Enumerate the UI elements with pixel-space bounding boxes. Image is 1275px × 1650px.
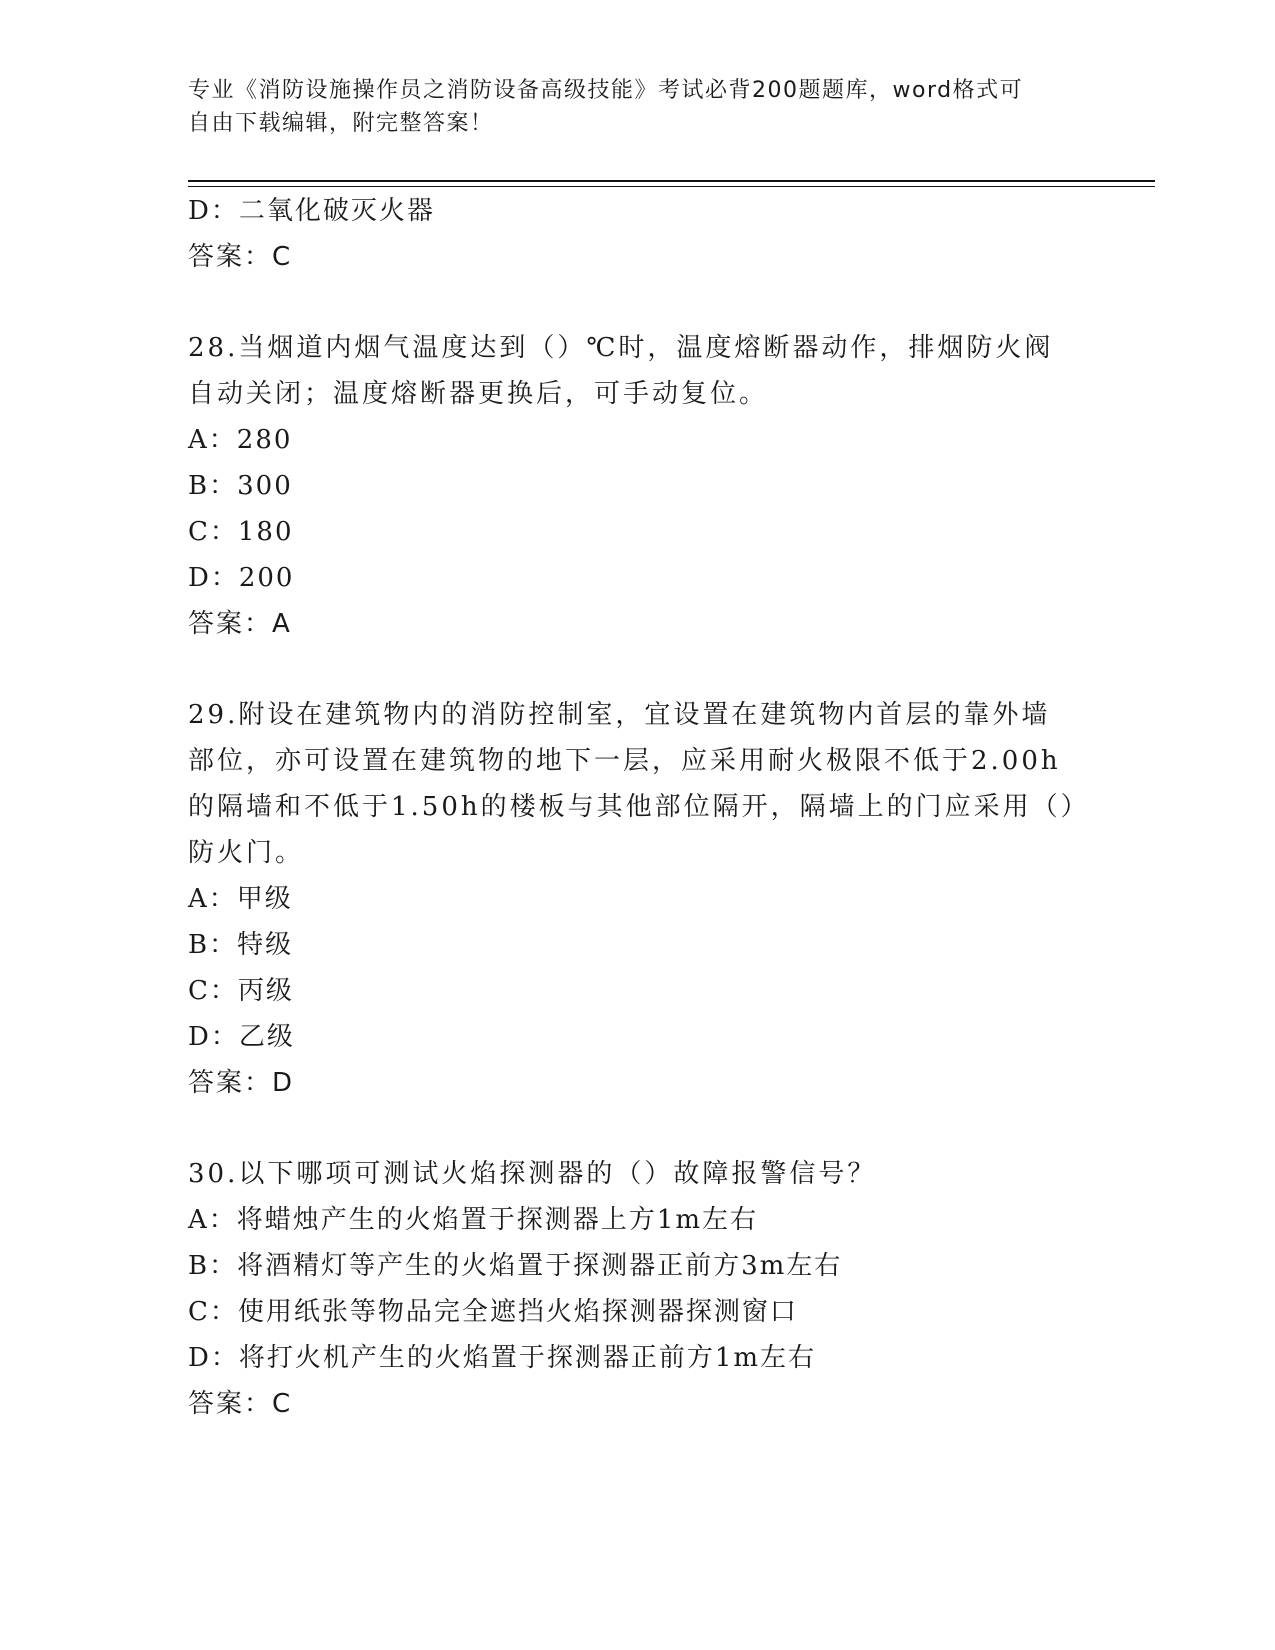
question-28 [188, 325, 1088, 647]
header-rule-thin [188, 186, 1155, 187]
option-c: C：丙级 [188, 976, 294, 1006]
option-a: A：280 [188, 425, 293, 455]
option-d: D：200 [188, 563, 295, 593]
answer: 答案：C [188, 1389, 293, 1419]
header-rule-thick [188, 180, 1155, 182]
prev-option-d: D：二氧化破灭火器 [188, 196, 435, 226]
document-body [188, 188, 1088, 1427]
answer: 答案：A [188, 609, 292, 639]
option-b: B：将酒精灯等产生的火焰置于探测器正前方3m左右 [188, 1251, 843, 1281]
option-a: A：甲级 [188, 884, 293, 914]
question-stem: 29.附设在建筑物内的消防控制室，宜设置在建筑物内首层的靠外墙部位，亦可设置在建筑物的地下一层，应采用耐火极限不低于2.00h的隔墙和不低于1.50h的楼板与其他部位隔开，隔墙上的门应采用（）防火门。 [188, 700, 1077, 868]
question-stem: 28.当烟道内烟气温度达到（）℃时，温度熔断器动作，排烟防火阀自动关闭；温度熔断器更换后，可手动复位。 [188, 333, 1054, 409]
option-a: A：将蜡烛产生的火焰置于探测器上方1m左右 [188, 1205, 758, 1235]
question-29 [188, 692, 1088, 1106]
option-c: C：180 [188, 517, 294, 547]
header-line-2: 自由下载编辑，附完整答案！ [188, 111, 494, 136]
answer: 答案：D [188, 1068, 295, 1098]
option-d: D：乙级 [188, 1022, 295, 1052]
prev-answer: 答案：C [188, 242, 293, 272]
question-30 [188, 1151, 1088, 1427]
question-stem: 30.以下哪项可测试火焰探测器的（）故障报警信号？ [188, 1159, 877, 1189]
option-b: B：特级 [188, 930, 294, 960]
option-d: D：将打火机产生的火焰置于探测器正前方1m左右 [188, 1343, 817, 1373]
option-c: C：使用纸张等物品完全遮挡火焰探测器探测窗口 [188, 1297, 798, 1327]
option-b: B：300 [188, 471, 293, 501]
document-header [188, 74, 1068, 140]
header-line-1: 专业《消防设施操作员之消防设备高级技能》考试必背200题题库，word格式可 [188, 78, 1024, 103]
